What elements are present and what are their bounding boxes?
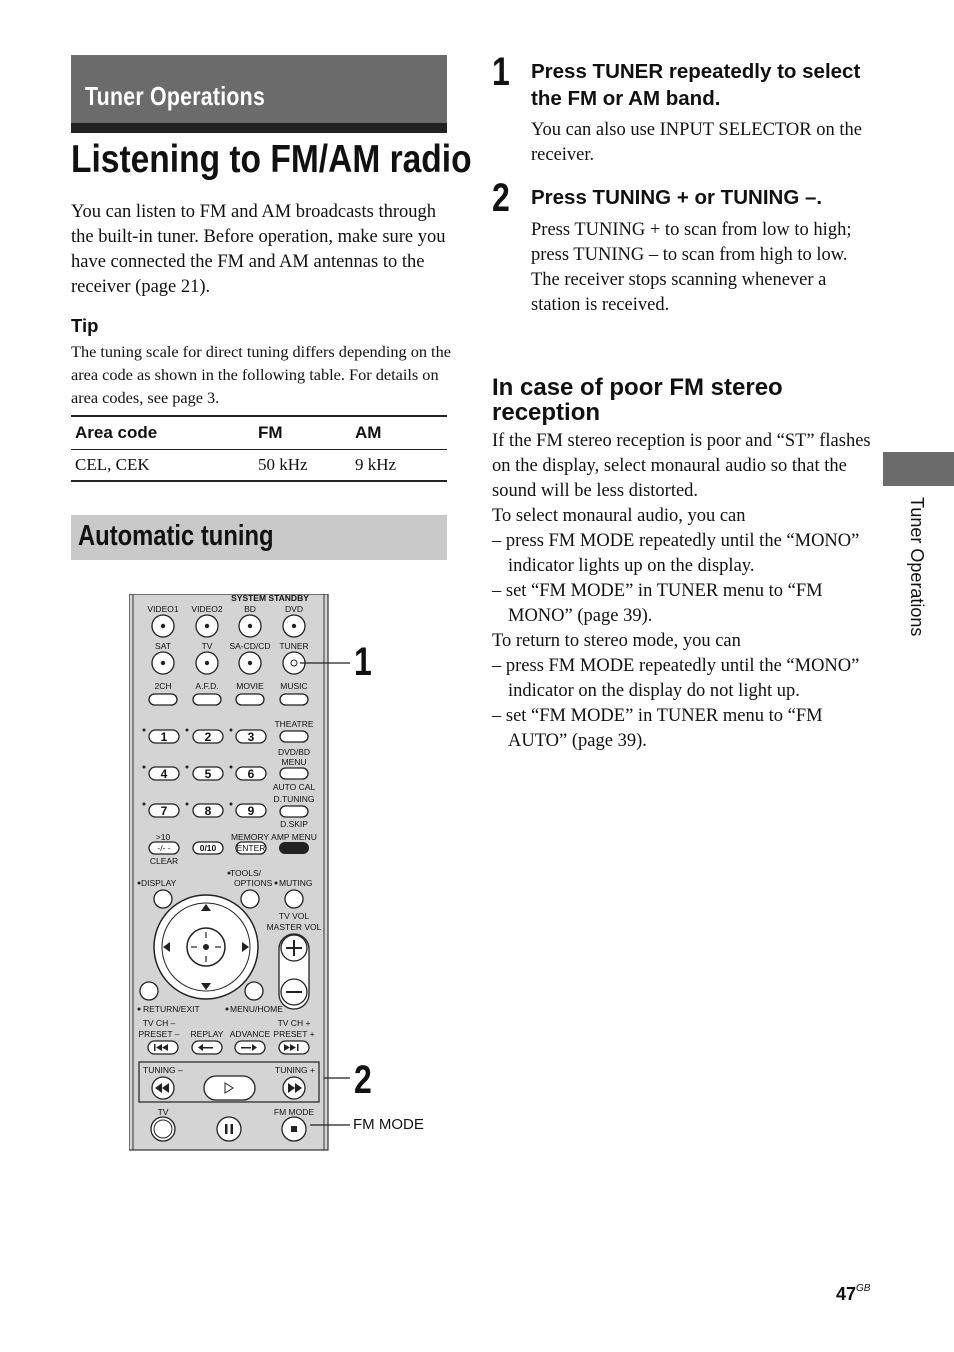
table-cell-am: 9 kHz: [355, 455, 397, 474]
poor-fm-paragraph-1: If the FM stereo reception is poor and “ST” flashes on the display, select monaural audio so that the sound will be less distorted.: [492, 431, 871, 501]
label-preset-minus: PRESET –: [138, 1029, 180, 1039]
label-tvvol: TV VOL: [278, 911, 310, 921]
key-9: 9: [247, 804, 255, 818]
label-tvch-minus: TV CH –: [142, 1018, 176, 1028]
label-theatre: THEATRE: [274, 719, 314, 729]
label-2ch: 2CH: [154, 681, 172, 691]
section-title: Tuner Operations: [85, 81, 266, 111]
label-dvd: DVD: [285, 604, 303, 614]
page-title: Listening to FM/AM radio: [71, 138, 472, 181]
poor-fm-paragraph-3: To return to stereo mode, you can: [492, 631, 741, 651]
label-dvdbd: DVD/BD: [277, 747, 311, 757]
table-rule-bottom: [71, 480, 447, 482]
table-cell-fm: 50 kHz: [258, 455, 308, 474]
step-1-number: 1: [492, 50, 510, 94]
section-header: [71, 55, 447, 123]
key-7: 7: [160, 804, 168, 818]
label-preset-plus: PRESET +: [273, 1029, 315, 1039]
tip-text: The tuning scale for direct tuning differs depending on the area code as shown in the following table. For details on area codes, see page 3.: [71, 342, 451, 407]
step-2-number: 2: [492, 176, 510, 220]
label-tuning-minus: TUNING –: [143, 1065, 183, 1075]
automatic-tuning-title: Automatic tuning: [78, 520, 274, 552]
poor-fm-heading: In case of poor FM stereo reception: [492, 374, 783, 426]
label-options: OPTIONS: [234, 878, 273, 888]
label-sat: SAT: [155, 641, 171, 651]
key-dashes: -/- -: [157, 843, 171, 853]
label-tools: TOOLS/: [230, 868, 262, 878]
poor-fm-list-2-item-1: – press FM MODE repeatedly until the “MONO” indicator on the display do not light up.: [492, 656, 860, 701]
poor-fm-paragraph-2: To select monaural audio, you can: [492, 506, 746, 526]
label-fmmode: FM MODE: [273, 1107, 315, 1117]
callout-fm-mode: FM MODE: [353, 1116, 424, 1133]
callout-lines: [290, 650, 360, 1140]
label-gt10: >10: [155, 832, 171, 842]
key-3: 3: [247, 730, 255, 744]
side-tab-marker: [883, 452, 954, 486]
label-clear: CLEAR: [149, 856, 179, 866]
poor-fm-list-2-item-2: – set “FM MODE” in TUNER menu to “FM AUTO” (page 39).: [492, 706, 823, 751]
poor-fm-list-1-item-1: – press FM MODE repeatedly until the “MONO” indicator lights up on the display.: [492, 531, 860, 576]
key-1: 1: [160, 730, 168, 744]
label-replay: REPLAY: [190, 1029, 224, 1039]
label-music: MUSIC: [280, 681, 308, 691]
step-1-heading: Press TUNER repeatedly to select the FM or AM band.: [531, 60, 861, 110]
label-sacd: SA-CD/CD: [229, 641, 271, 651]
key-6: 6: [247, 767, 255, 781]
label-advance: ADVANCE: [229, 1029, 271, 1039]
label-bd: BD: [244, 604, 256, 614]
poor-fm-list-1-item-2: – set “FM MODE” in TUNER menu to “FM MONO” (page 39).: [492, 581, 823, 626]
page-suffix: GB: [856, 1283, 871, 1294]
step-2-heading: Press TUNING + or TUNING –.: [531, 186, 823, 209]
label-dtuning: D.TUNING: [273, 794, 315, 804]
label-tuner: TUNER: [279, 641, 309, 651]
label-tuning-plus: TUNING +: [275, 1065, 315, 1075]
label-menu: MENU: [281, 757, 307, 767]
label-ampmenu: AMP MENU: [271, 832, 317, 842]
table-header-area: Area code: [75, 423, 158, 442]
table-rule-top: [71, 415, 447, 417]
label-return: RETURN/EXIT: [143, 1004, 200, 1014]
label-video2: VIDEO2: [191, 604, 223, 614]
table-header-am: AM: [355, 423, 382, 442]
step-2-body-line-2: The receiver stops scanning whenever a station is received.: [531, 270, 827, 315]
callout-1: 1: [354, 640, 372, 684]
label-afd: A.F.D.: [195, 681, 219, 691]
tip-heading: Tip: [71, 315, 99, 336]
automatic-tuning-header: [71, 515, 447, 560]
section-rule: [71, 123, 447, 133]
key-4: 4: [160, 767, 168, 781]
label-dskip: D.SKIP: [280, 819, 308, 829]
step-2-body: [531, 218, 876, 318]
key-8: 8: [204, 804, 212, 818]
table-cell-area: CEL, CEK: [75, 455, 150, 474]
label-tv: TV: [201, 641, 213, 651]
side-tab-label: Tuner Operations: [907, 497, 927, 637]
key-0-10: 0/10: [199, 843, 217, 853]
label-movie: MOVIE: [236, 681, 264, 691]
label-display: DISPLAY: [141, 878, 177, 888]
label-menuhome: MENU/HOME: [230, 1004, 283, 1014]
callout-2: 2: [354, 1058, 372, 1102]
poor-fm-section: [492, 429, 872, 754]
key-2: 2: [204, 730, 212, 744]
intro-paragraph: You can listen to FM and AM broadcasts through the built-in tuner. Before operation, make sure you have connected the FM and AM antennas to the receiver (page 21).: [71, 202, 446, 297]
label-tvch-plus: TV CH +: [277, 1018, 311, 1028]
table-header-fm: FM: [258, 423, 283, 442]
step-2-body-line-1: Press TUNING + to scan from low to high; press TUNING – to scan from high to low.: [531, 220, 852, 265]
label-video1: VIDEO1: [147, 604, 179, 614]
label-memory: MEMORY: [230, 832, 270, 842]
label-tv-bottom: TV: [157, 1107, 169, 1117]
label-autocal: AUTO CAL: [272, 782, 316, 792]
label-muting: MUTING: [279, 878, 313, 888]
table-rule-mid: [71, 449, 447, 450]
label-mastervol: MASTER VOL: [266, 922, 322, 932]
label-system-standby: SYSTEM STANDBY: [231, 594, 309, 603]
key-enter: ENTER: [236, 843, 266, 853]
key-5: 5: [204, 767, 212, 781]
page-number: 47: [836, 1284, 857, 1304]
step-1-body: You can also use INPUT SELECTOR on the receiver.: [531, 120, 862, 165]
